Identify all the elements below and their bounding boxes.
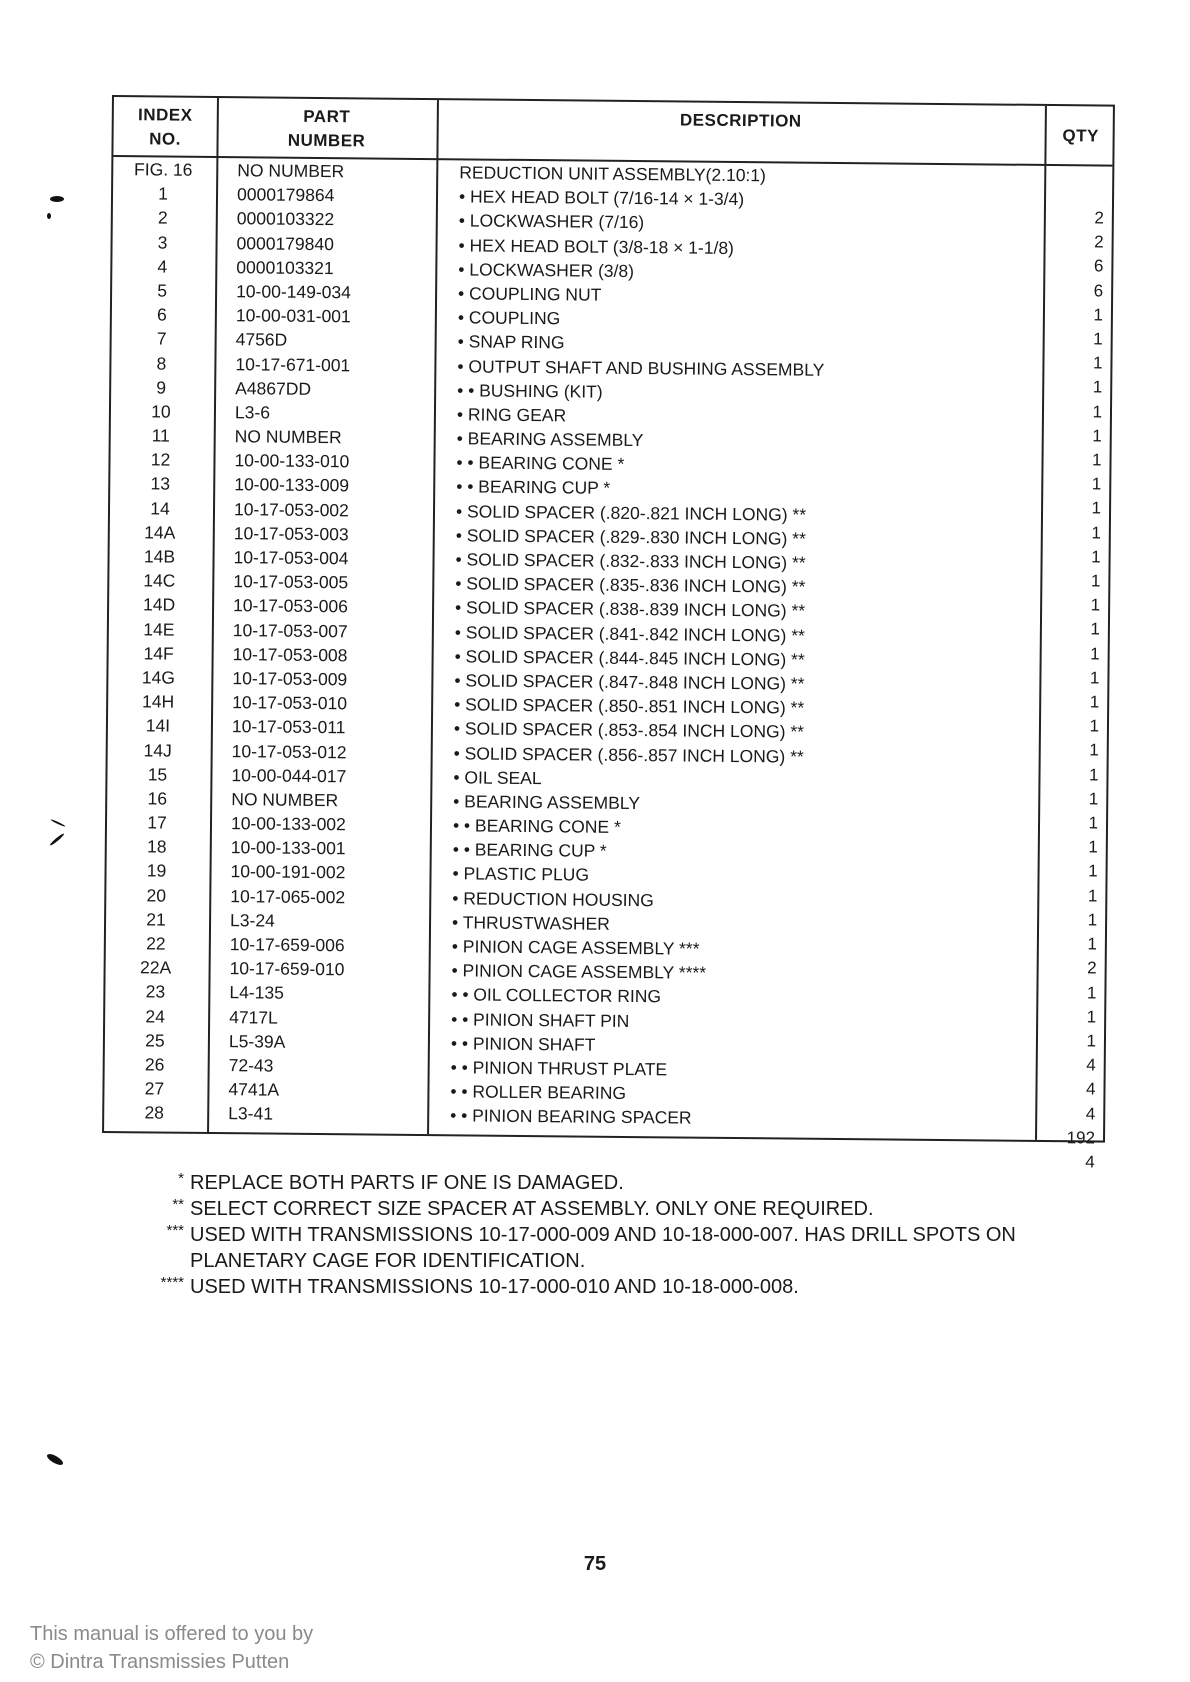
index-cell: 21: [146, 909, 166, 930]
table-body: [104, 157, 1112, 1134]
description-cell: • • BEARING CUP *: [456, 476, 611, 499]
index-cell: 1: [158, 183, 169, 204]
scan-speck: [47, 213, 51, 219]
index-cell: 12: [150, 449, 171, 470]
credit-line-2: © Dintra Transmissies Putten: [30, 1651, 290, 1673]
description-cell: • HEX HEAD BOLT (7/16-14 × 1-3/4): [458, 186, 745, 210]
description-cell: • • PINION BEARING SPACER: [450, 1105, 692, 1128]
part-number-cell: 10-17-053-012: [231, 740, 347, 762]
qty-value: 1: [1092, 426, 1102, 446]
description-cell: • SOLID SPACER (.844-.845 INCH LONG) **: [454, 646, 805, 670]
scan-speck: [50, 196, 64, 202]
part-number-cell: 10-00-149-034: [236, 281, 352, 303]
index-cell: 10: [151, 401, 171, 422]
footnote: [120, 1274, 1120, 1300]
footnote: [120, 1196, 1120, 1222]
description-cell: • • PINION SHAFT PIN: [451, 1008, 630, 1031]
index-cell: 14E: [143, 618, 175, 640]
footnote-text: REPLACE BOTH PARTS IF ONE IS DAMAGED.: [190, 1172, 624, 1194]
description-cell: • REDUCTION HOUSING: [452, 887, 654, 910]
part-number-cell: 10-17-065-002: [230, 885, 346, 907]
part-number-cell: NO NUMBER: [237, 160, 345, 182]
qty-value: 1: [1090, 644, 1100, 664]
index-cell: 27: [144, 1078, 165, 1099]
part-number-cell: 10-00-031-001: [235, 305, 351, 327]
qty-value: 1: [1086, 982, 1097, 1002]
part-number-cell: 10-00-133-002: [230, 813, 346, 835]
description-cell: • • PINION SHAFT: [450, 1033, 596, 1055]
qty-value: 1: [1086, 1031, 1097, 1051]
description-cell: • SOLID SPACER (.832-.833 INCH LONG) **: [455, 549, 806, 573]
part-number-cell: 10-17-053-009: [232, 668, 348, 690]
description-cell: • SOLID SPACER (.853-.854 INCH LONG) **: [453, 718, 805, 742]
qty-value: 1: [1090, 619, 1101, 639]
description-cell: • SOLID SPACER (.850-.851 INCH LONG) **: [454, 694, 805, 718]
part-number-cell: NO NUMBER: [231, 789, 339, 811]
footnote-text: PLANETARY CAGE FOR IDENTIFICATION.: [190, 1250, 586, 1272]
description-cell: • • PINION THRUST PLATE: [450, 1057, 668, 1080]
index-cell: 5: [157, 280, 168, 301]
qty-value: 1: [1091, 474, 1102, 494]
part-number-cell: 10-17-659-010: [229, 958, 345, 980]
index-cell: 15: [147, 764, 168, 785]
footnote: [120, 1222, 1120, 1248]
description-cell: • • BEARING CONE *: [456, 452, 625, 475]
part-number-cell: 10-17-053-005: [233, 571, 349, 593]
qty-value: 1: [1087, 934, 1097, 954]
part-number-cell: 10-17-053-008: [232, 643, 348, 666]
index-cell: 14C: [143, 570, 176, 591]
parts-table: [102, 95, 1115, 1172]
qty-value: 1: [1091, 547, 1101, 567]
credit-text: [30, 1620, 313, 1676]
qty-value: 1: [1091, 523, 1101, 543]
part-number-cell: 10-17-053-007: [232, 619, 348, 641]
index-cell: 26: [144, 1054, 165, 1075]
description-cell: • BEARING ASSEMBLY: [453, 791, 641, 813]
description-cell: • RING GEAR: [456, 404, 567, 426]
footnote-marker: ****: [160, 1274, 184, 1291]
qty-value: 1: [1089, 716, 1100, 736]
part-number-cell: L4-135: [229, 982, 284, 1004]
qty-value: 4: [1085, 1079, 1096, 1099]
footnote-text: SELECT CORRECT SIZE SPACER AT ASSEMBLY. ONLY ONE REQUIRED.: [190, 1198, 874, 1220]
qty-value: 1: [1092, 402, 1103, 422]
index-cell: 8: [156, 352, 167, 374]
index-cell: 17: [147, 812, 167, 833]
qty-value: 4: [1086, 1055, 1096, 1075]
description-cell: • • BUSHING (KIT): [457, 380, 603, 402]
description-cell: • • ROLLER BEARING: [450, 1081, 627, 1104]
description-cell: • SNAP RING: [457, 331, 565, 353]
description-cell: • SOLID SPACER (.835-.836 INCH LONG) **: [455, 573, 806, 597]
part-number-cell: 72-43: [228, 1055, 274, 1076]
index-cell: 28: [144, 1102, 165, 1123]
index-cell: 18: [146, 836, 167, 857]
part-number-cell: 10-00-044-017: [231, 764, 347, 786]
table-header: [113, 97, 1113, 167]
part-number-cell: 10-00-133-009: [234, 474, 350, 496]
qty-value: 1: [1088, 861, 1098, 881]
qty-value: 1: [1088, 837, 1098, 857]
qty-value: 1: [1091, 450, 1102, 470]
qty-value: 1: [1089, 692, 1100, 712]
part-number-cell: 0000103321: [236, 256, 334, 278]
index-cell: 14F: [143, 643, 174, 664]
description-cell: • COUPLING: [457, 307, 561, 329]
qty-value: 4: [1085, 1152, 1095, 1172]
footnote-marker: ***: [166, 1222, 184, 1239]
qty-value: 1: [1093, 305, 1104, 325]
qty-value: 2: [1094, 232, 1104, 252]
qty-value: 1: [1087, 910, 1098, 930]
qty-value: 1: [1088, 813, 1099, 833]
qty-value: 1: [1086, 1007, 1097, 1027]
qty-value: 1: [1089, 740, 1099, 760]
footnote: [120, 1170, 1120, 1196]
scan-speck: [49, 833, 65, 847]
footnote-marker: *: [178, 1170, 184, 1187]
qty-value: 1: [1093, 329, 1103, 349]
part-number-cell: 10-17-053-003: [233, 523, 349, 545]
part-number-cell: A4867DD: [235, 377, 312, 399]
description-cell: • HEX HEAD BOLT (3/8-18 × 1-1/8): [458, 234, 735, 258]
part-number-cell: 10-00-133-001: [230, 837, 346, 859]
description-cell: • SOLID SPACER (.847-.848 INCH LONG) **: [454, 670, 805, 694]
index-cell: 24: [145, 1005, 165, 1027]
description-cell: • PINION CAGE ASSEMBLY ***: [451, 936, 700, 959]
qty-column: [1035, 206, 1116, 1175]
qty-value: 6: [1093, 281, 1104, 301]
index-cell: 14D: [142, 594, 176, 616]
part-number-cell: 10-17-053-010: [232, 692, 348, 714]
index-cell: 14J: [143, 739, 172, 761]
index-cell: 3: [157, 232, 168, 253]
footnotes: [120, 1170, 1120, 1300]
qty-value: 1: [1091, 498, 1102, 518]
qty-value: 1: [1088, 765, 1099, 785]
description-cell: • PLASTIC PLUG: [452, 863, 590, 886]
qty-value: 6: [1093, 256, 1104, 276]
qty-value: 2: [1087, 958, 1097, 978]
page-number: 75: [583, 1553, 607, 1575]
index-cell: 4: [157, 256, 168, 277]
part-number-cell: 0000103322: [236, 208, 335, 230]
part-number-cell: NO NUMBER: [234, 426, 342, 448]
description-cell: • SOLID SPACER (.838-.839 INCH LONG) **: [454, 597, 806, 622]
header-part-number: PART NUMBER: [287, 106, 366, 151]
index-cell: 13: [150, 473, 171, 495]
footnote-text: USED WITH TRANSMISSIONS 10-17-000-009 AND 10-18-000-007. HAS DRILL SPOTS ON: [190, 1224, 1016, 1246]
index-cell: 9: [156, 377, 167, 398]
header-index-no: INDEX NO.: [137, 105, 193, 149]
index-cell: 11: [151, 425, 170, 446]
header-description: DESCRIPTION: [679, 110, 802, 131]
part-number-cell: 4741A: [228, 1079, 280, 1100]
qty-value: 1: [1087, 886, 1098, 906]
index-cell: 20: [146, 884, 167, 906]
description-cell: • SOLID SPACER (.841-.842 INCH LONG) **: [454, 621, 806, 646]
part-number-cell: 10-17-053-011: [231, 716, 346, 738]
description-cell: • COUPLING NUT: [458, 283, 602, 305]
qty-value: 1: [1089, 668, 1100, 688]
qty-value: 2: [1094, 208, 1104, 228]
description-cell: • LOCKWASHER (3/8): [458, 259, 635, 281]
description-cell: • SOLID SPACER (.820-.821 INCH LONG) **: [455, 500, 807, 525]
part-number-cell: 10-17-053-006: [233, 595, 349, 617]
description-cell: • OIL SEAL: [453, 766, 542, 788]
qty-value: 4: [1085, 1103, 1096, 1124]
description-cell: • THRUSTWASHER: [451, 912, 610, 934]
part-number-cell: 10-17-671-001: [235, 353, 351, 375]
footnote-marker: **: [172, 1196, 184, 1213]
index-cell: 16: [147, 788, 168, 809]
footnote: [120, 1248, 1120, 1274]
part-number-cell: 4756D: [235, 329, 288, 351]
index-cell: 14G: [141, 667, 176, 688]
credit-line-1: This manual is offered to you by: [30, 1623, 314, 1645]
qty-value: 1: [1092, 353, 1103, 373]
part-number-cell: L3-24: [229, 909, 275, 931]
footnote-text: USED WITH TRANSMISSIONS 10-17-000-010 AND 10-18-000-008.: [190, 1276, 799, 1298]
index-cell: 23: [145, 981, 166, 1002]
qty-value: 192: [1066, 1127, 1096, 1148]
description-cell: • PINION CAGE ASSEMBLY ****: [451, 960, 707, 983]
index-cell: FIG. 16: [134, 159, 193, 180]
description-cell: • LOCKWASHER (7/16): [458, 210, 645, 233]
index-cell: 14A: [144, 522, 176, 543]
description-cell: • • BEARING CONE *: [452, 815, 621, 837]
index-cell: 2: [157, 207, 168, 228]
qty-value: 1: [1090, 595, 1101, 615]
part-number-cell: 4717L: [229, 1006, 278, 1028]
qty-value: 1: [1092, 377, 1103, 397]
part-number-cell: 10-17-659-006: [229, 934, 345, 956]
index-cell: 14I: [145, 715, 171, 736]
description-cell: REDUCTION UNIT ASSEMBLY(2.10:1): [459, 162, 767, 186]
part-number-cell: 10-17-053-002: [233, 498, 349, 520]
index-cell: 7: [156, 328, 167, 349]
description-cell: • SOLID SPACER (.856-.857 INCH LONG) **: [453, 742, 804, 767]
index-cell: 14H: [142, 691, 175, 712]
qty-value: 1: [1088, 789, 1099, 809]
part-number-cell: L3-41: [228, 1103, 274, 1124]
index-cell: 6: [156, 304, 167, 325]
description-cell: • • OIL COLLECTOR RING: [451, 984, 662, 1007]
part-number-cell: 10-17-053-004: [233, 547, 349, 569]
part-number-cell: L3-6: [234, 402, 271, 423]
qty-value: 1: [1090, 571, 1101, 591]
scan-speck: [45, 1452, 64, 1467]
part-number-cell: L5-39A: [228, 1030, 286, 1052]
index-cell: 25: [145, 1030, 165, 1051]
index-cell: 22: [146, 933, 166, 954]
index-cell: 19: [146, 860, 167, 881]
part-number-cell: 10-00-191-002: [230, 861, 346, 883]
description-cell: • SOLID SPACER (.829-.830 INCH LONG) **: [455, 525, 806, 549]
part-number-cell: 0000179840: [236, 232, 335, 254]
header-qty: QTY: [1062, 126, 1099, 146]
index-cell: 14: [150, 498, 170, 519]
index-cell: 14B: [143, 546, 176, 567]
part-number-cell: 0000179864: [236, 184, 335, 206]
scan-speck: [50, 819, 65, 828]
description-cell: • BEARING ASSEMBLY: [456, 428, 644, 451]
index-cell: 22A: [139, 957, 172, 978]
description-cell: • OUTPUT SHAFT AND BUSHING ASSEMBLY: [457, 355, 825, 380]
part-number-cell: 10-00-133-010: [234, 450, 350, 472]
description-cell: • • BEARING CUP *: [452, 839, 607, 862]
